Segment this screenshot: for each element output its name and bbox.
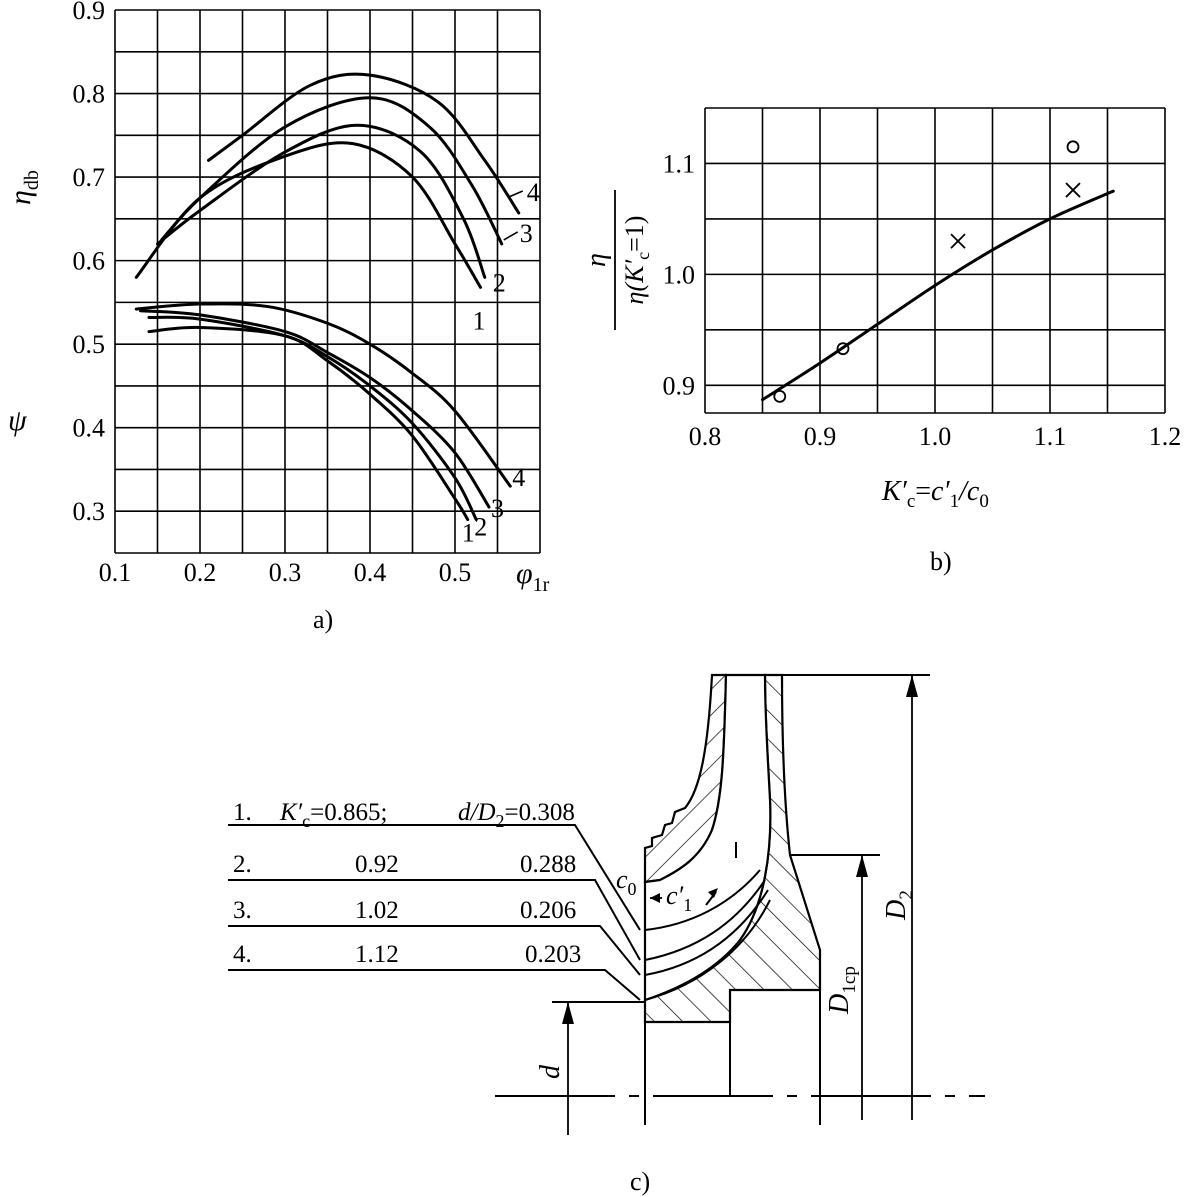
x-tick-label: 0.9: [803, 422, 837, 451]
y-tick-label: 0.3: [72, 497, 105, 527]
series-label-psi-1: 1: [461, 518, 475, 548]
chart-b-grid: [705, 108, 1165, 413]
series-label-leader: [504, 232, 518, 240]
table-row-3-num: 3.: [233, 897, 252, 924]
table-leaders: [228, 825, 640, 1000]
series-label-eta-1: 1: [472, 306, 486, 336]
dimension-d2-label: $D_2$: [881, 890, 917, 920]
chart-b-ylabel: [581, 190, 653, 330]
y-tick-label: 0.9: [72, 0, 105, 25]
y-tick-label: 0.7: [72, 163, 105, 193]
series-eta-1: [136, 143, 480, 288]
point-circle: [1068, 141, 1079, 152]
table-row-4-dd: 0.203: [525, 941, 582, 968]
y-tick-label: 1.0: [662, 260, 695, 290]
series-label-eta-2: 2: [492, 268, 506, 298]
table-row-1-num: 1.: [233, 799, 252, 826]
table-row-4-kc: 1.12: [355, 941, 399, 968]
x-tick-label: 0.8: [688, 422, 722, 451]
chart-a-series-labels: [462, 178, 540, 548]
chart-a-ylabel-eta: [4, 170, 43, 205]
series-label-psi-3: 3: [491, 494, 504, 524]
y-tick-label: 1.1: [662, 149, 695, 179]
chart-b-xlabel: $K'_c=c'_1/c_0$: [882, 476, 989, 512]
x-tick-label: 0.3: [268, 558, 302, 587]
point-cross: [951, 234, 965, 248]
chart-b-ylabel-numerator: η: [581, 253, 612, 267]
dimension-d1cp-label: $D_{1cp}$: [824, 966, 860, 1014]
chart-a: [4, 0, 550, 634]
table-row-4-num: 4.: [233, 941, 252, 968]
chart-a-panel-label: a): [313, 605, 334, 634]
chart-b-ylabel-denominator: $\eta(K'_c=1)$: [620, 215, 653, 305]
y-tick-label: 0.9: [662, 371, 695, 401]
table-row-1-kc: $K'_c=0.865$;: [280, 799, 388, 831]
velocity-c0-label: $c_0$: [616, 865, 637, 899]
x-tick-label: 0.4: [353, 558, 387, 587]
series-eta-3: [162, 98, 502, 244]
x-tick-label: 1.2: [1148, 422, 1182, 451]
chart-b-fit-line: [763, 191, 1114, 400]
x-tick-label: 0.5: [438, 558, 472, 587]
table-row-3-dd: 0.206: [520, 897, 577, 924]
x-tick-label: 1.1: [1033, 422, 1067, 451]
impeller-diagram: [228, 675, 985, 1196]
series-psi-4: [136, 304, 510, 486]
chart-a-xlabel: $\varphi_{1r}$: [516, 557, 550, 596]
table-row-1-dd: $d/D_2=0.308$: [458, 799, 575, 831]
series-label-leader: [509, 191, 523, 197]
series-label-eta-3: 3: [519, 218, 533, 248]
series-psi-3: [141, 311, 490, 507]
series-label-eta-4: 4: [526, 177, 540, 207]
x-tick-label: 0.2: [183, 558, 217, 587]
fit-curve: [763, 191, 1114, 400]
y-tick-label: 0.5: [72, 330, 105, 360]
series-label-psi-4: 4: [512, 463, 526, 493]
chart-a-ylabel-psi: ψ: [8, 404, 27, 437]
y-tick-label: 0.4: [72, 413, 105, 443]
table-row-2-dd: 0.288: [520, 851, 577, 878]
chart-b: [581, 108, 1181, 576]
series-label-psi-2: 2: [474, 512, 488, 542]
point-cross: [1066, 183, 1080, 197]
velocity-c1-text: $c'_1$: [666, 881, 693, 915]
chart-b-panel-label: b): [930, 547, 952, 576]
panel-c-label: c): [630, 1167, 651, 1196]
dimension-d2: [881, 675, 918, 1120]
chart-a-ylabel-eta-text: $\eta_{db}$: [4, 170, 43, 205]
x-tick-label: 1.0: [918, 422, 952, 451]
y-tick-label: 0.6: [72, 246, 105, 276]
series-psi-1: [149, 327, 468, 519]
table-row-3-kc: 1.02: [355, 897, 399, 924]
series-psi-2: [149, 317, 476, 519]
dimension-d1cp: [824, 855, 868, 1120]
series-eta-2: [158, 125, 485, 277]
table-row-2-num: 2.: [233, 851, 252, 878]
point-circle: [774, 391, 785, 402]
series-eta-4: [209, 74, 519, 213]
x-tick-label: 0.1: [98, 558, 132, 587]
table-row-2-kc: 0.92: [355, 851, 399, 878]
dimension-d-label: d: [535, 1065, 566, 1079]
y-tick-label: 0.8: [72, 79, 105, 109]
dimension-d: [535, 1002, 574, 1135]
